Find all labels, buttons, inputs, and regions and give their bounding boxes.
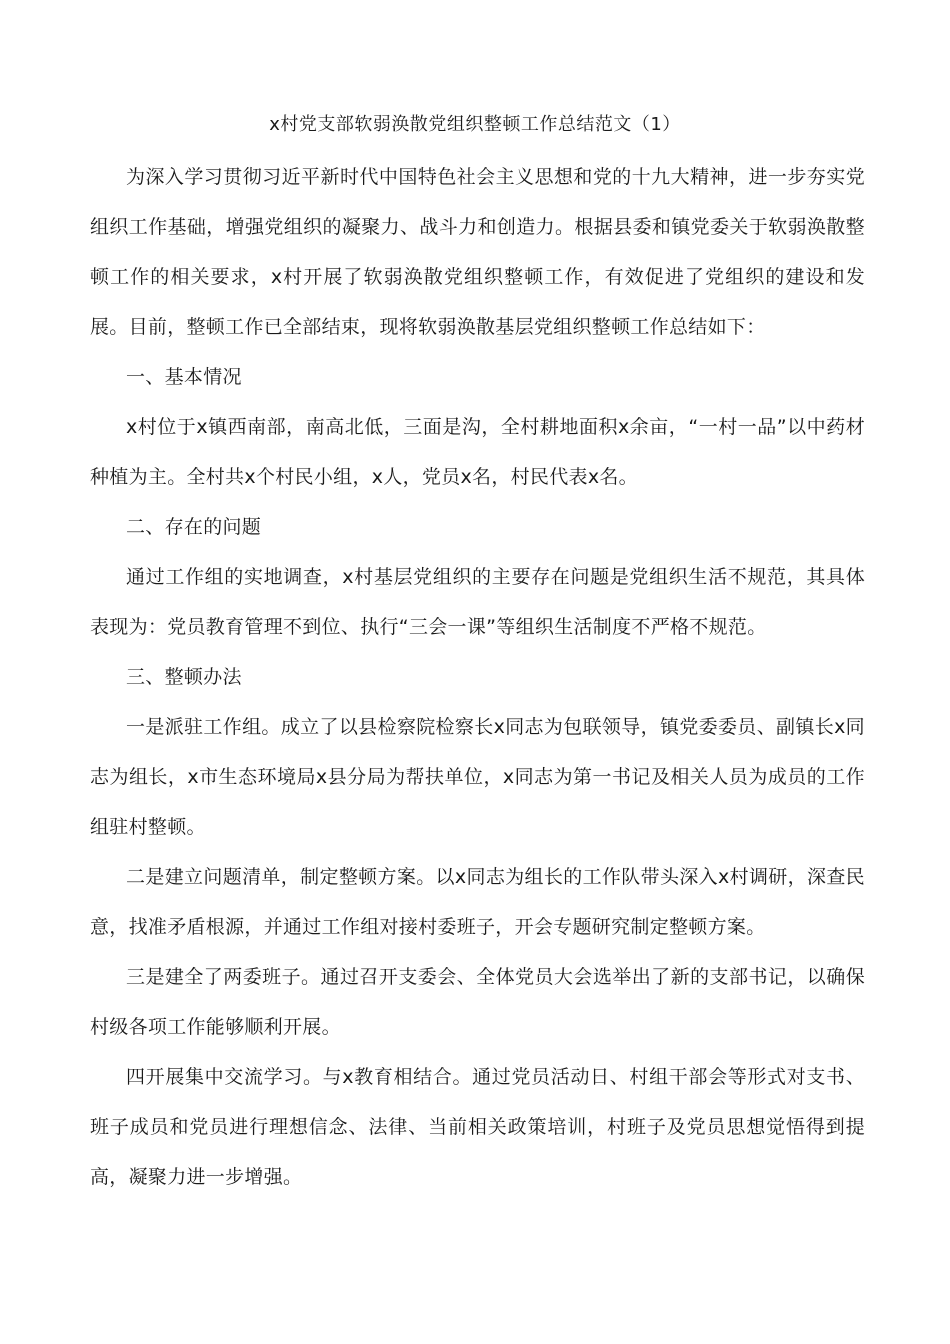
document-title: x村党支部软弱涣散党组织整顿工作总结范文（1）: [269, 114, 681, 135]
paragraph-method-work-team: 一是派驻工作组。成立了以县检察院检察长x同志为包联领导，镇党委委员、副镇长x同志为组长，x市生态环境局x县分局为帮扶单位，x同志为第一书记及相关人员为成员的工作组驻村整顿。: [90, 716, 865, 838]
paragraph-method-two-committees: 三是建全了两委班子。通过召开支委会、全体党员大会选举出了新的支部书记，以确保村级各项工作能够顺利开展。: [90, 966, 865, 1038]
section-heading-rectification-methods: 三、整顿办法: [126, 666, 242, 688]
paragraph-method-study: 四开展集中交流学习。与x教育相结合。通过党员活动日、村组干部会等形式对支书、班子成员和党员进行理想信念、法律、当前相关政策培训，村班子及党员思想觉悟得到提高，凝聚力进一步增强。: [90, 1066, 865, 1188]
section-heading-basic-situation: 一、基本情况: [126, 366, 242, 388]
paragraph-method-problem-list: 二是建立问题清单，制定整顿方案。以x同志为组长的工作队带头深入x村调研，深查民意，找准矛盾根源，并通过工作组对接村委班子，开会专题研究制定整顿方案。: [90, 866, 865, 938]
paragraph-existing-problems: 通过工作组的实地调查，x村基层党组织的主要存在问题是党组织生活不规范，其具体表现为：党员教育管理不到位、执行“三会一课”等组织生活制度不严格不规范。: [90, 566, 865, 638]
paragraph-basic-situation: x村位于x镇西南部，南高北低，三面是沟，全村耕地面积x余亩，“一村一品”以中药材种植为主。全村共x个村民小组，x人，党员x名，村民代表x名。: [90, 416, 865, 488]
document-body: [90, 152, 865, 1202]
paragraph-intro: 为深入学习贯彻习近平新时代中国特色社会主义思想和党的十九大精神，进一步夯实党组织工作基础，增强党组织的凝聚力、战斗力和创造力。根据县委和镇党委关于软弱涣散整顿工作的相关要求，x村开展了软弱涣散党组织整顿工作，有效促进了党组织的建设和发展。目前，整顿工作已全部结束，现将软弱涣散基层党组织整顿工作总结如下：: [90, 166, 865, 338]
section-heading-existing-problems: 二、存在的问题: [126, 516, 262, 538]
